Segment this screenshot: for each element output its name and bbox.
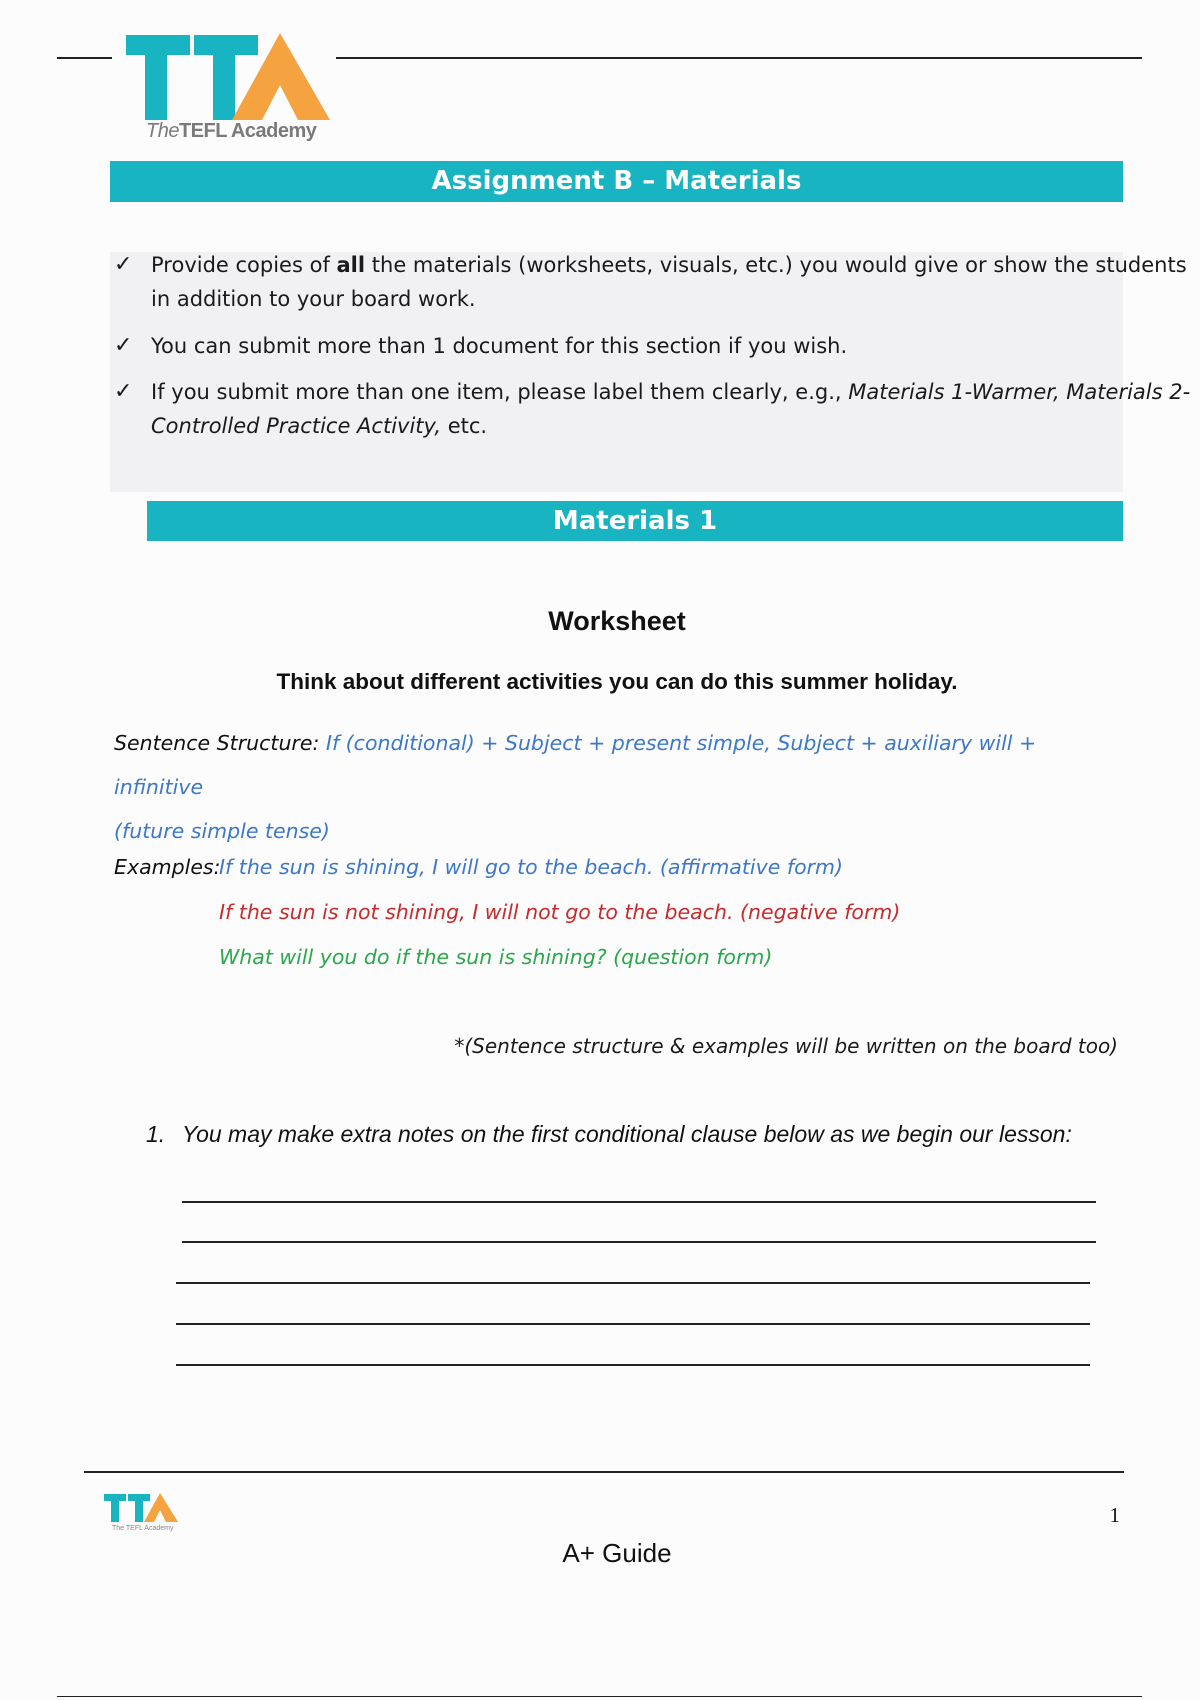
tta-logo-subtitle	[146, 120, 336, 143]
instruction-text: the materials (worksheets, visuals, etc.) you would give or show the students	[365, 253, 1187, 277]
footer-logo	[102, 1492, 182, 1536]
instruction-text: in addition to your board work.	[151, 287, 476, 311]
assignment-banner	[110, 161, 1123, 202]
footer-logo-subtitle: The TEFL Academy	[112, 1525, 174, 1532]
structure-formula: If (conditional) + Subject + present simple, Subject + auxiliary will + infinitive	[114, 731, 1037, 799]
tta-logo-subtitle-prefix: The	[146, 120, 179, 142]
header-rule-right	[336, 57, 1142, 59]
check-icon: ✓	[114, 379, 133, 404]
tta-logo	[112, 30, 337, 148]
writing-line[interactable]	[182, 1201, 1096, 1203]
instruction-text: etc.	[441, 414, 488, 438]
instruction-italic: Materials 1-Warmer, Materials 2-	[848, 380, 1191, 404]
structure-formula-cont: (future simple tense)	[114, 819, 330, 843]
structure-label: Sentence Structure:	[114, 731, 326, 755]
sentence-structure	[114, 721, 1124, 853]
question-text: You may make extra notes on the first conditional clause below as we begin our lesson:	[182, 1121, 1072, 1147]
check-icon: ✓	[114, 333, 133, 358]
bottom-rule	[57, 1696, 1142, 1697]
example-question: What will you do if the sun is shining? (question form)	[219, 945, 773, 969]
footer-guide: A+ Guide	[562, 1538, 672, 1568]
check-icon: ✓	[114, 252, 133, 277]
instruction-italic: Controlled Practice Activity,	[151, 414, 442, 438]
writing-line[interactable]	[176, 1323, 1090, 1325]
instruction-bold: all	[336, 253, 366, 277]
writing-line[interactable]	[176, 1364, 1090, 1366]
writing-line[interactable]	[182, 1241, 1096, 1243]
footer-logo-mark	[102, 1492, 182, 1528]
footer-rule	[84, 1471, 1124, 1473]
examples-label: Examples:	[114, 855, 221, 879]
writing-line[interactable]	[176, 1282, 1090, 1284]
question-number: 1.	[146, 1121, 166, 1147]
header-rule-left	[57, 57, 112, 59]
worksheet-title: Worksheet	[548, 606, 686, 636]
example-affirmative: If the sun is shining, I will go to the beach. (affirmative form)	[219, 855, 844, 879]
instruction-text: If you submit more than one item, please label them clearly, e.g.,	[151, 380, 849, 404]
instruction-text: Provide copies of	[151, 253, 337, 277]
materials-banner-title: Materials 1	[552, 506, 718, 536]
instruction-text: You can submit more than 1 document for this section if you wish.	[151, 334, 848, 358]
materials-banner	[147, 501, 1123, 541]
board-note: *(Sentence structure & examples will be written on the board too)	[454, 1034, 1118, 1058]
worksheet-subtitle: Think about different activities you can do this summer holiday.	[276, 669, 958, 694]
page-number: 1	[1109, 1503, 1120, 1527]
tta-logo-subtitle-main: TEFL Academy	[178, 120, 317, 142]
example-negative: If the sun is not shining, I will not go to the beach. (negative form)	[219, 900, 901, 924]
assignment-banner-title: Assignment B – Materials	[431, 166, 802, 196]
